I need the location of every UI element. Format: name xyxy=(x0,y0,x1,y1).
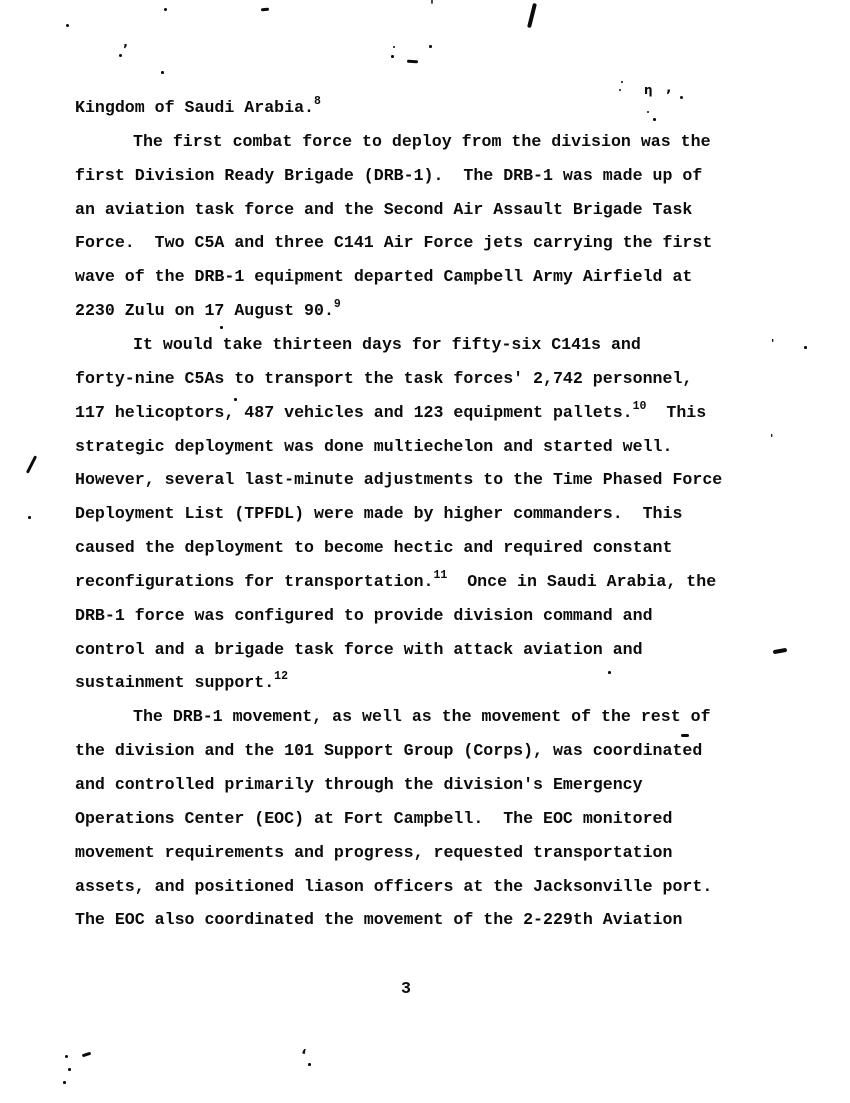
footnote-marker: 10 xyxy=(632,399,647,413)
text-run: reconfigurations for transportation. xyxy=(75,571,434,591)
text-run: an aviation task force and the Second Air Assault Brigade Task xyxy=(75,199,693,219)
text-run: first Division Ready Brigade (DRB-1). The DRB-1 was made up of xyxy=(75,165,703,185)
footnote-marker: 9 xyxy=(333,298,341,312)
document-line xyxy=(75,472,722,489)
text-run: the division and the 101 Support Group (Corps), was coordinated xyxy=(75,741,703,761)
footnote-marker: 11 xyxy=(433,568,448,582)
ink-dot xyxy=(308,1063,311,1066)
document-line xyxy=(75,876,713,896)
ink-stroke xyxy=(407,60,418,64)
document-line xyxy=(75,912,682,929)
document-line xyxy=(75,298,341,322)
ink-mark: η xyxy=(644,83,653,97)
document-line xyxy=(75,842,673,862)
ink-stroke xyxy=(681,734,689,737)
text-run: The DRB-1 movement, as well as the movement of the rest of xyxy=(133,707,711,727)
page-number: 3 xyxy=(401,979,411,998)
document-line xyxy=(75,540,672,557)
text-run: sustainment support. xyxy=(75,673,275,693)
ink-dot xyxy=(429,45,432,48)
ink-dot xyxy=(63,1081,66,1084)
text-run: Operations Center (EOC) at Fort Campbell. The EOC monitored xyxy=(75,808,673,828)
ink-mark: ' xyxy=(770,432,774,445)
text-run: 117 helicoptors, 487 vehicles and 123 equipment pallets. xyxy=(75,402,633,422)
text-run: movement requirements and progress, requested transportation xyxy=(75,842,673,862)
ink-stroke xyxy=(26,455,37,473)
document-line xyxy=(75,368,693,388)
document-line xyxy=(75,639,643,659)
document-line xyxy=(75,131,711,151)
ink-mark: ' xyxy=(430,0,434,14)
text-run: Kingdom of Saudi Arabia. xyxy=(75,98,314,117)
document-line xyxy=(75,670,288,694)
text-run: forty-nine C5As to transport the task forces' 2,742 personnel, xyxy=(75,368,693,388)
ink-stroke xyxy=(82,1052,91,1058)
text-run: DRB-1 force was configured to provide division command and xyxy=(75,605,653,625)
document-line xyxy=(75,506,682,523)
ink-dot xyxy=(804,346,807,349)
text-run: The EOC also coordinated the movement of the 2-229th Aviation xyxy=(75,910,683,930)
text-run: Once in Saudi Arabia, the xyxy=(447,571,717,591)
text-run: caused the deployment to become hectic and required constant xyxy=(75,538,673,558)
ink-dot xyxy=(608,671,611,674)
text-run: assets, and positioned liason officers at the Jacksonville port. xyxy=(75,876,713,896)
document-line xyxy=(75,743,702,760)
text-run: Deployment List (TPFDL) were made by higher commanders. This xyxy=(75,504,683,524)
ink-stroke xyxy=(527,3,537,28)
text-run: Force. Two C5A and three C141 Air Force jets carrying the first xyxy=(75,233,713,253)
ink-dot xyxy=(680,96,683,99)
document-line xyxy=(75,808,673,828)
document-line xyxy=(75,199,693,219)
document-line xyxy=(75,436,673,456)
ink-dot xyxy=(164,8,167,11)
footnote-marker: 12 xyxy=(274,670,288,684)
document-line xyxy=(75,568,717,593)
ink-mark: ' xyxy=(771,337,775,350)
ink-dot xyxy=(619,89,621,91)
text-run: and controlled primarily through the division's Emergency xyxy=(75,775,643,794)
ink-dot xyxy=(68,1068,71,1071)
text-run: It would take thirteen days for fifty-six C141s and xyxy=(133,334,641,354)
ink-dot xyxy=(220,326,223,329)
document-line xyxy=(75,269,692,286)
footnote-marker: 8 xyxy=(314,95,321,108)
text-run: However, several last-minute adjustments to the Time Phased Force xyxy=(75,470,723,490)
ink-dot xyxy=(65,1055,68,1058)
ink-stroke xyxy=(261,8,269,11)
ink-dot xyxy=(66,24,69,27)
ink-mark: ‘ xyxy=(301,1046,307,1064)
ink-dot xyxy=(234,398,237,401)
ink-dot xyxy=(119,54,122,57)
ink-dot xyxy=(621,81,623,83)
text-run: 2230 Zulu on 17 August 90. xyxy=(75,301,334,321)
document-line xyxy=(75,709,711,726)
document-line xyxy=(75,95,321,119)
document-line xyxy=(75,165,703,185)
text-run: wave of the DRB-1 equipment departed Campbell Army Airfield at xyxy=(75,267,693,287)
ink-mark: ’ xyxy=(666,88,672,104)
ink-mark: ’ xyxy=(123,43,128,58)
document-line xyxy=(75,334,641,354)
ink-dot xyxy=(653,118,656,121)
ink-dot xyxy=(647,111,649,113)
ink-dot xyxy=(393,46,395,48)
document-line xyxy=(75,235,712,252)
document-line xyxy=(75,777,643,794)
text-run: The first combat force to deploy from the division was the xyxy=(133,131,711,151)
text-run: control and a brigade task force with attack aviation and xyxy=(75,639,643,659)
ink-dot xyxy=(28,516,31,519)
ink-dot xyxy=(391,55,394,58)
ink-stroke xyxy=(773,648,787,654)
document-line xyxy=(75,605,653,625)
document-line xyxy=(75,399,707,424)
text-run: strategic deployment was done multiechelon and started well. xyxy=(75,436,673,456)
text-run: This xyxy=(646,402,707,422)
ink-dot xyxy=(161,71,164,74)
